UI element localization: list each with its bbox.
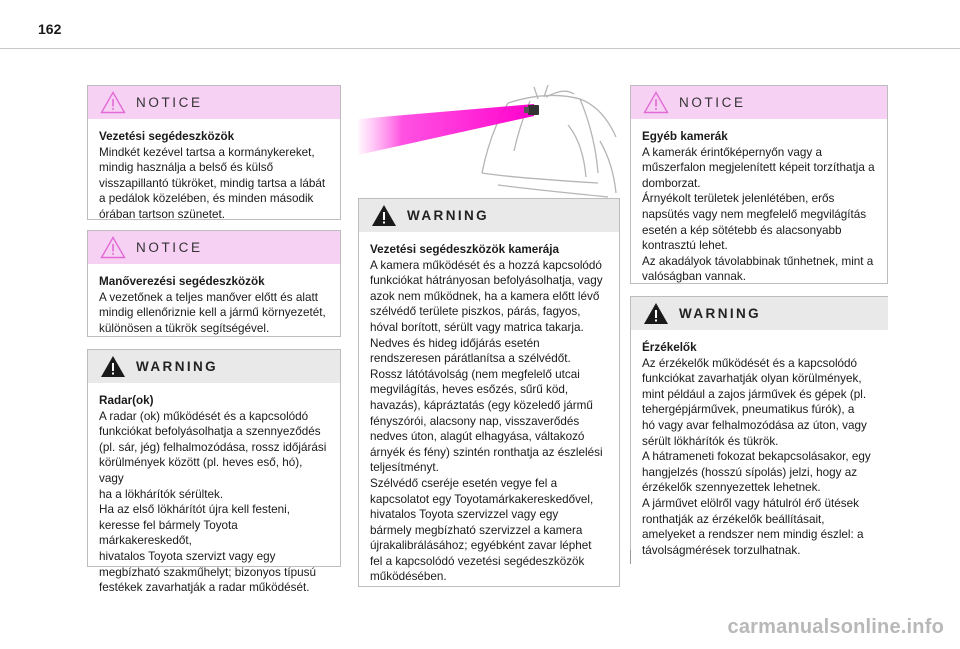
warning-text: Az érzékelők működését és a kapcsolódó funkciókat zavarhatják olyan körülmények, mint például a zajos járművek és gépek (pl. tehergépjárművek, pneumatikus fúrók), a hó vagy avar felhalmozódása az úton, vagy sérült lökhárítók és tükrök. A hátrameneti fokozat bekapcsolásakor, egy hangjelzés (hosszú sípolás) jelzi, hogy az érzékelők szennyezettek lehetnek. A járművet elölről vagy hátulról érő ütések ronthatják az érzékelők beállításait, amelyeket a rendszer nem mindig észlel: a távolságmérések torzulhatnak. — [642, 356, 871, 557]
warning-text: A kamera működését és a hozzá kapcsolódó funkciókat hátrányosan befolyásolhatja, vagy azok nem működnek, ha a kamera előtt lévő szélvédő területe piszkos, párás, fagyos, hóval borított, sérült vagy matrica takarja. Nedves és hideg időjárás esetén rendszeresen párátlanítsa a szélvédőt. Rossz látótávolság (nem megfelelő utcai megvilágítás, heves esőzés, sűrű köd, havazás), kápráztatás (egy közeledő jármű fényszórói, alacsony nap, visszaverődés nedves úton, alagút elhagyása, váltakozó árnyék és fény) szintén ronthatja az észlelési teljesítményt. Szélvédő cseréje esetén vegye fel a kapcsolatot egy Toyotamárkakereskedővel, hivatalos Toyota szervizzel vagy egy bármely megbízható szervizzel a kamera újrakalibrálásához; egyébként zavar léphet fel a kapcsolódó vezetési segédeszközök működésében. — [370, 258, 603, 584]
notice-box-driving-aids — [87, 85, 341, 220]
page-number: 162 — [38, 21, 62, 37]
camera-field-of-view — [358, 104, 534, 155]
notice-triangle-icon — [643, 91, 669, 114]
warning-label: WARNING — [679, 306, 762, 321]
watermark-text: carmanualsonline.info — [727, 616, 944, 638]
top-rule — [0, 48, 960, 49]
warning-box-sensors — [630, 296, 888, 558]
notice-label: NOTICE — [679, 95, 746, 110]
notice-heading: Vezetési segédeszközök — [99, 130, 235, 143]
warning-header — [631, 297, 888, 330]
notice-text: A vezetőnek a teljes manőver előtt és alatt mindig ellenőriznie kell a jármű környezetét, különösen a tükrök segítségével. — [99, 290, 326, 335]
notice-heading: Egyéb kamerák — [642, 130, 728, 143]
notice-triangle-icon — [100, 91, 126, 114]
warning-label: WARNING — [407, 208, 490, 223]
warning-box-camera — [358, 198, 620, 587]
notice-box-other-cameras — [630, 85, 888, 284]
warning-triangle-icon — [643, 302, 669, 325]
notice-label: NOTICE — [136, 240, 203, 255]
warning-triangle-icon — [100, 355, 126, 378]
warning-heading: Vezetési segédeszközök kamerája — [370, 243, 560, 256]
warning-box-radar — [87, 349, 341, 595]
notice-box-manoeuvring-aids — [87, 230, 341, 337]
warning-heading: Érzékelők — [642, 341, 697, 354]
notice-header — [631, 86, 887, 119]
continuation-bar — [630, 550, 631, 564]
notice-label: NOTICE — [136, 95, 203, 110]
warning-heading: Radar(ok) — [99, 394, 154, 407]
notice-heading: Manőverezési segédeszközök — [99, 275, 265, 288]
warning-label: WARNING — [136, 359, 219, 374]
notice-text: A kamerák érintőképernyőn vagy a műszerfalon megjelenített képeit torzíthatja a domborzat. Árnyékolt területek jelenlétében, erős napsütés vagy nem megfelelő megvilágítás esetén a kép sötétebb és alacsonyabb kontrasztú lehet. Az akadályok távolabbinak tűnhetnek, mint a valóságban vannak. — [642, 145, 875, 284]
warning-text: A radar (ok) működését és a kapcsolódó funkciókat befolyásolhatja a szennyeződés (pl. sár, jég) felhalmozódása, rossz időjárási körülmények között (pl. heves eső, hó), vagy ha a lökhárítók sérültek. Ha az első lökhárítót újra kell festeni, keresse fel bármely Toyota márkakereskedőt, hivatalos Toyota szervizt vagy egy megbízható szakműhelyt; bizonyos típusú festékek zavarhatják a radar működését. — [99, 409, 327, 595]
warning-header — [88, 350, 340, 383]
warning-triangle-icon — [371, 204, 397, 227]
windshield-camera-illustration — [358, 85, 620, 201]
notice-text: Mindkét kezével tartsa a kormánykereket, mindig használja a belső és külső visszapillantó tükröket, mindig tartsa a lábát a pedálok közelében, és minden második órában tartson szünetet. — [99, 145, 326, 221]
car-outline — [482, 85, 616, 197]
notice-header — [88, 231, 340, 264]
warning-header — [359, 199, 619, 232]
notice-header — [88, 86, 340, 119]
notice-triangle-icon — [100, 236, 126, 259]
